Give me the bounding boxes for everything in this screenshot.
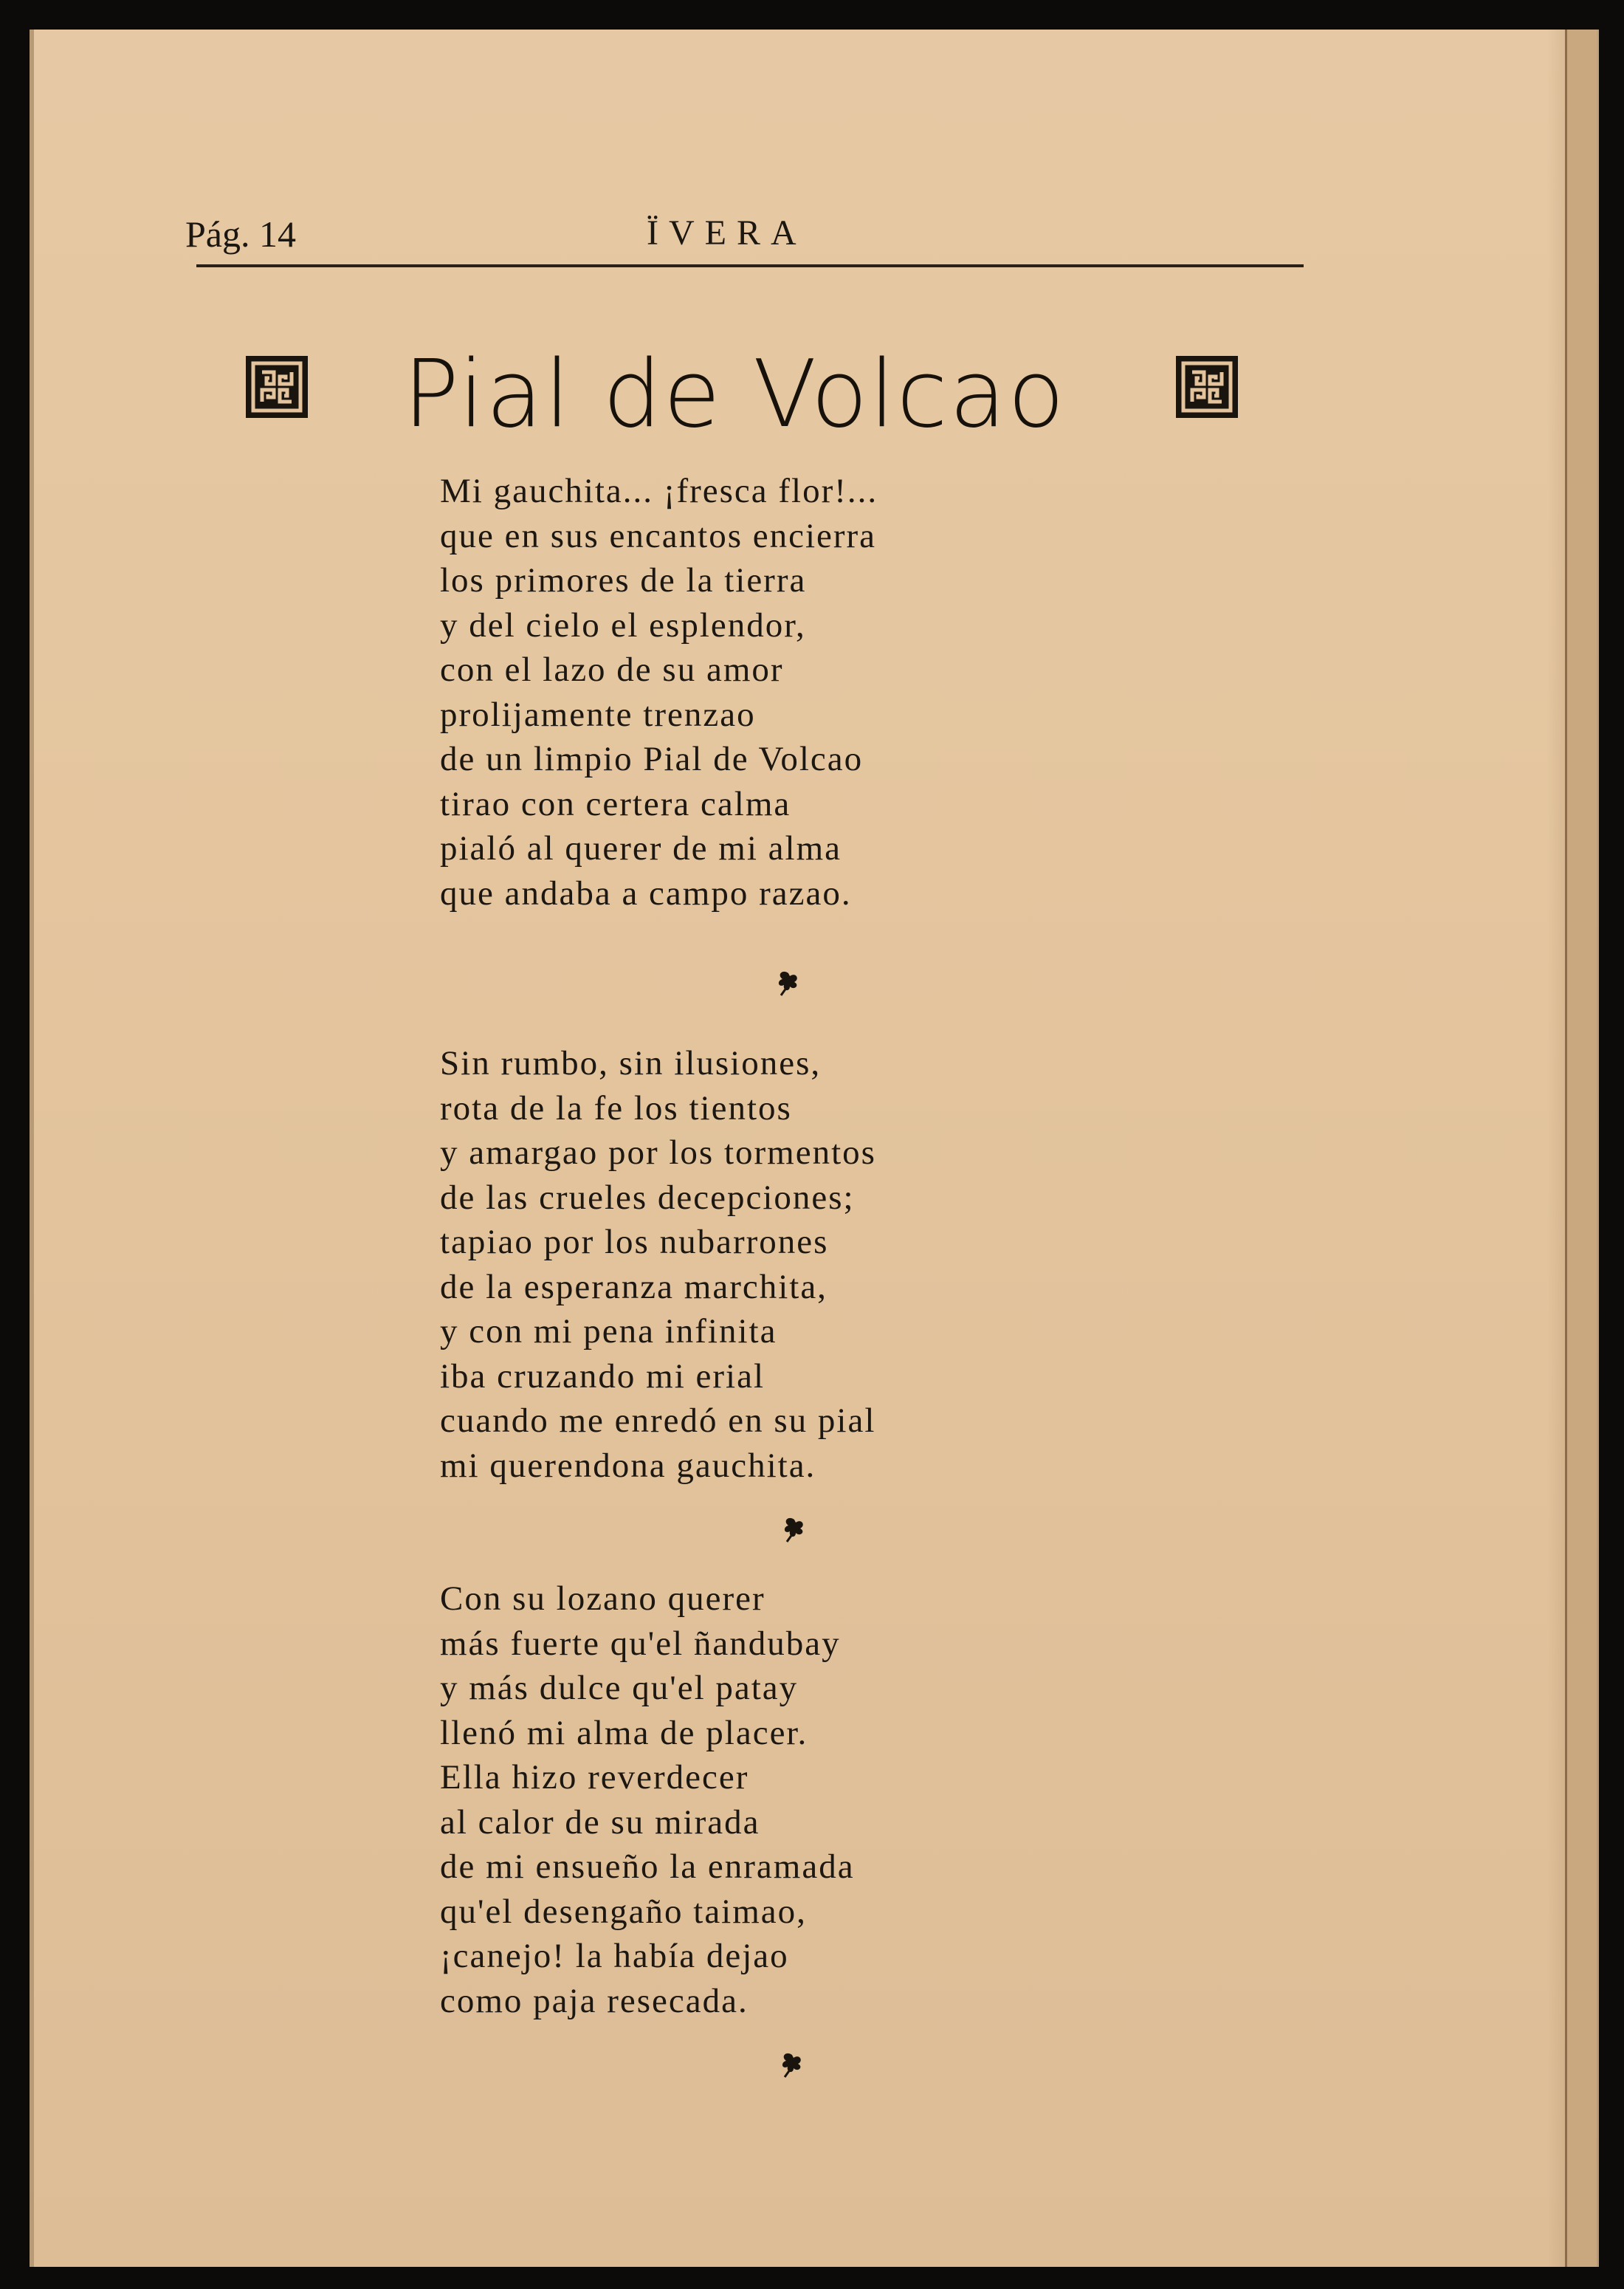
fleuron-icon: [778, 1514, 811, 1546]
verse-line: los primores de la tierra: [440, 561, 807, 600]
stanza-2: [440, 1041, 876, 1488]
verse-line: iba cruzando mi erial: [440, 1356, 765, 1396]
header-rule: [196, 264, 1304, 267]
fleuron-icon: [772, 967, 805, 1000]
verse-line: Mi gauchita... ¡fresca flor!...: [440, 472, 878, 510]
verse-line: ¡canejo! la había dejao: [440, 1937, 789, 1975]
running-title: ÏVERA: [647, 213, 807, 253]
verse-line: de las crueles decepciones;: [440, 1178, 855, 1217]
verse-line: llenó mi alma de placer.: [440, 1713, 808, 1752]
verse-line: cuando me enredó en su pial: [440, 1401, 876, 1440]
poem-title: Pial de Volcao: [403, 340, 1067, 448]
verse-line: Ella hizo reverdecer: [440, 1758, 749, 1796]
verse-line: qu'el desengaño taimao,: [440, 1892, 807, 1931]
verse-line: tapiao por los nubarrones: [440, 1223, 829, 1261]
verse-line: con el lazo de su amor: [440, 651, 784, 689]
verse-line: de un limpio Pial de Volcao: [440, 740, 864, 778]
verse-line: de la esperanza marchita,: [440, 1267, 828, 1306]
verse-line: y con mi pena infinita: [440, 1312, 777, 1351]
stanza-1: [440, 469, 878, 916]
verse-line: tirao con certera calma: [440, 784, 791, 823]
book-page: [30, 30, 1599, 2267]
verse-line: como paja resecada.: [440, 1981, 749, 2020]
greek-key-square-icon: [1174, 354, 1239, 419]
verse-line: Sin rumbo, sin ilusiones,: [440, 1044, 822, 1082]
verse-line: que en sus encantos encierra: [440, 516, 877, 555]
verse-line: al calor de su mirada: [440, 1802, 760, 1842]
page-number: Pág. 14: [185, 213, 296, 255]
verse-line: prolijamente trenzao: [440, 695, 756, 734]
verse-line: y amargao por los tormentos: [440, 1133, 876, 1172]
verse-line: rota de la fe los tientos: [440, 1088, 792, 1128]
fleuron-icon: [776, 2049, 808, 2082]
greek-key-square-icon: [244, 354, 309, 419]
verse-line: que andaba a campo razao.: [440, 874, 852, 913]
verse-line: de mi ensueño la enramada: [440, 1847, 855, 1886]
verse-line: y más dulce qu'el patay: [440, 1669, 799, 1707]
poem-title-row: [34, 340, 1599, 458]
verse-line: mi querendona gauchita.: [440, 1446, 816, 1485]
verse-line: y del cielo el esplendor,: [440, 605, 806, 645]
verse-line: más fuerte qu'el ñandubay: [440, 1624, 841, 1663]
verse-line: pialó al querer de mi alma: [440, 829, 842, 868]
verse-line: Con su lozano querer: [440, 1579, 765, 1618]
stanza-3: [440, 1576, 855, 2023]
book-spine-edge: [1565, 30, 1597, 2267]
